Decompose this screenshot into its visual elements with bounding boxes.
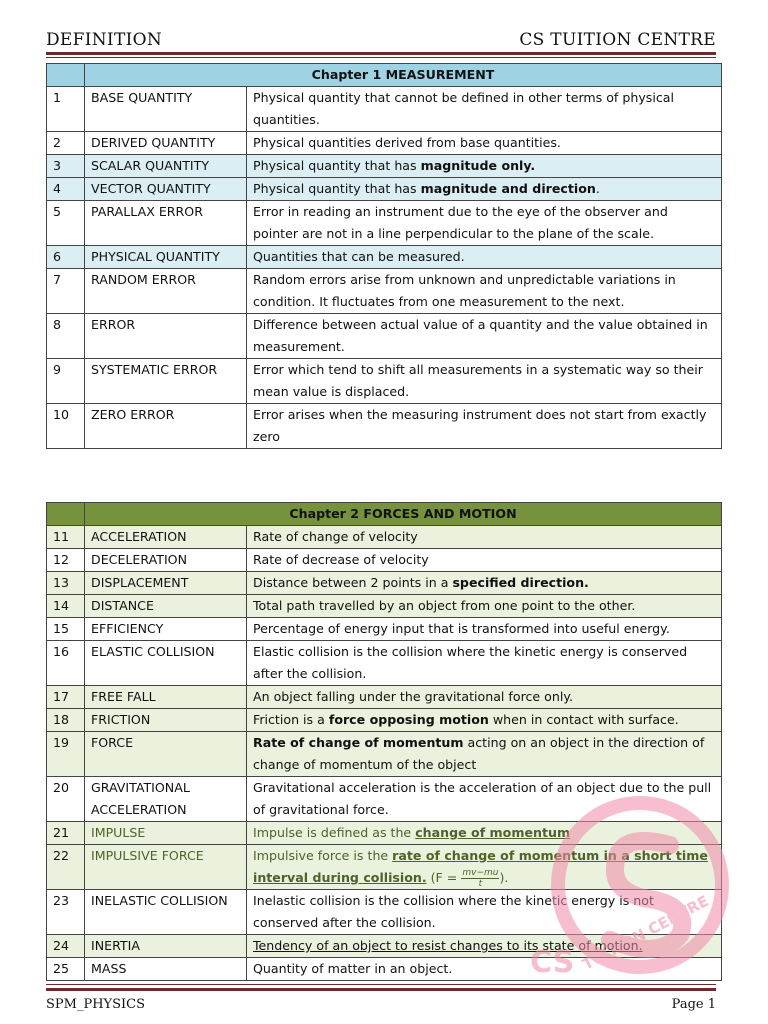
def-text: Distance between 2 points in a [253, 575, 453, 590]
row-term: FORCE [85, 732, 247, 777]
table-row [47, 404, 722, 449]
row-number: 6 [47, 246, 85, 269]
table-row [47, 958, 722, 981]
def-text: Physical quantity that has [253, 181, 421, 196]
row-definition: Physical quantities derived from base quantities. [247, 132, 722, 155]
chapter2-table [46, 502, 722, 981]
formula-text: (F = [426, 870, 462, 885]
row-definition: An object falling under the gravitational force only. [247, 686, 722, 709]
table-row [47, 890, 722, 935]
footer-subject: SPM_PHYSICS [46, 997, 146, 1012]
def-text: Friction is a [253, 712, 329, 727]
row-term: EFFICIENCY [85, 618, 247, 641]
header-rule-thin [46, 57, 716, 58]
row-term: FRICTION [85, 709, 247, 732]
row-definition: Inelastic collision is the collision where the kinetic energy is not conserved after the collision. [247, 890, 722, 935]
row-definition: Gravitational acceleration is the acceleration of an object due to the pull of gravitational force. [247, 777, 722, 822]
table-row [47, 618, 722, 641]
def-emphasis: magnitude and direction [420, 181, 596, 196]
row-number: 12 [47, 549, 85, 572]
row-number: 18 [47, 709, 85, 732]
table-row [47, 132, 722, 155]
table-row [47, 178, 722, 201]
row-definition: Tendency of an object to resist changes to its state of motion. [247, 935, 722, 958]
row-number: 10 [47, 404, 85, 449]
def-text: acting on an object in the direction of change of momentum of the object [253, 735, 705, 772]
watermark-caption: TUITION CENTRE [579, 891, 712, 974]
table-row [47, 686, 722, 709]
row-term: GRAVITATIONAL ACCELERATION [85, 777, 247, 822]
table-row [47, 359, 722, 404]
row-term: PHYSICAL QUANTITY [85, 246, 247, 269]
row-number: 3 [47, 155, 85, 178]
row-term: INERTIA [85, 935, 247, 958]
row-term: DISTANCE [85, 595, 247, 618]
row-term: ERROR [85, 314, 247, 359]
row-term: ACCELERATION [85, 526, 247, 549]
row-definition [247, 822, 722, 845]
row-number: 15 [47, 618, 85, 641]
table-row [47, 709, 722, 732]
row-number: 24 [47, 935, 85, 958]
row-definition [247, 178, 722, 201]
footer-rule [46, 988, 716, 991]
table-row [47, 777, 722, 822]
row-definition [247, 709, 722, 732]
row-number: 14 [47, 595, 85, 618]
table-row [47, 246, 722, 269]
row-number: 8 [47, 314, 85, 359]
row-number: 17 [47, 686, 85, 709]
table-row [47, 155, 722, 178]
formula-denominator: t [478, 879, 483, 889]
row-term: BASE QUANTITY [85, 87, 247, 132]
row-term: DECELERATION [85, 549, 247, 572]
row-term: MASS [85, 958, 247, 981]
formula-numerator: mv−mu [462, 868, 499, 878]
chapter1-table [46, 63, 722, 449]
page-footer [46, 992, 716, 1012]
header-title: DEFINITION [46, 30, 163, 50]
row-number: 16 [47, 641, 85, 686]
table-row [47, 549, 722, 572]
footer-rule-thin [46, 984, 716, 985]
row-number: 9 [47, 359, 85, 404]
row-number: 25 [47, 958, 85, 981]
table-row [47, 201, 722, 246]
table-row [47, 314, 722, 359]
def-text: Physical quantity that has [253, 158, 421, 173]
row-definition [247, 732, 722, 777]
row-number: 21 [47, 822, 85, 845]
row-definition: Rate of change of velocity [247, 526, 722, 549]
row-term: RANDOM ERROR [85, 269, 247, 314]
row-term: VECTOR QUANTITY [85, 178, 247, 201]
table-row [47, 732, 722, 777]
def-emphasis: change of momentum [415, 825, 571, 840]
row-term: IMPULSIVE FORCE [85, 845, 247, 890]
def-text: when in contact with surface. [488, 712, 679, 727]
row-term: FREE FALL [85, 686, 247, 709]
row-definition: Elastic collision is the collision where the kinetic energy is conserved after the collision. [247, 641, 722, 686]
table-row [47, 572, 722, 595]
chapter2-title: Chapter 2 FORCES AND MOTION [85, 503, 722, 526]
row-number: 1 [47, 87, 85, 132]
row-number: 20 [47, 777, 85, 822]
watermark-cs-text: CS [530, 945, 575, 980]
row-number: 22 [47, 845, 85, 890]
def-emphasis: Rate of change of momentum [253, 735, 464, 750]
table-row [47, 822, 722, 845]
row-definition: Percentage of energy input that is transformed into useful energy. [247, 618, 722, 641]
row-definition: Total path travelled by an object from one point to the other. [247, 595, 722, 618]
row-term: ZERO ERROR [85, 404, 247, 449]
table-row [47, 595, 722, 618]
row-term: PARALLAX ERROR [85, 201, 247, 246]
row-number: 4 [47, 178, 85, 201]
row-number: 11 [47, 526, 85, 549]
chapter1-title: Chapter 1 MEASUREMENT [85, 64, 722, 87]
row-term: SCALAR QUANTITY [85, 155, 247, 178]
row-number: 5 [47, 201, 85, 246]
header-rule [46, 52, 716, 55]
table-row [47, 935, 722, 958]
row-definition [247, 845, 722, 890]
row-term: DISPLACEMENT [85, 572, 247, 595]
row-term: IMPULSE [85, 822, 247, 845]
row-number: 13 [47, 572, 85, 595]
row-term: INELASTIC COLLISION [85, 890, 247, 935]
row-definition: Quantity of matter in an object. [247, 958, 722, 981]
formula-text: ). [499, 870, 509, 885]
row-number: 2 [47, 132, 85, 155]
def-emphasis: magnitude only. [420, 158, 536, 173]
row-definition: Error in reading an instrument due to the eye of the observer and pointer are not in a line perpendicular to the plane of the scale. [247, 201, 722, 246]
page-number: Page 1 [671, 997, 716, 1012]
table-row [47, 526, 722, 549]
table-row [47, 269, 722, 314]
row-definition [247, 155, 722, 178]
row-number: 23 [47, 890, 85, 935]
row-definition: Physical quantity that cannot be defined in other terms of physical quantities. [247, 87, 722, 132]
formula-fraction [461, 868, 499, 889]
row-term: ELASTIC COLLISION [85, 641, 247, 686]
row-definition: Rate of decrease of velocity [247, 549, 722, 572]
row-number: 19 [47, 732, 85, 777]
def-emphasis: force opposing motion [328, 712, 489, 727]
table-row [47, 845, 722, 890]
row-number: 7 [47, 269, 85, 314]
row-definition: Error arises when the measuring instrument does not start from exactly zero [247, 404, 722, 449]
table-row [47, 87, 722, 132]
row-definition: Random errors arise from unknown and unpredictable variations in condition. It fluctuates from one measurement to the next. [247, 269, 722, 314]
row-term: DERIVED QUANTITY [85, 132, 247, 155]
def-emphasis: specified direction. [452, 575, 589, 590]
row-definition: Difference between actual value of a quantity and the value obtained in measurement. [247, 314, 722, 359]
row-definition: Quantities that can be measured. [247, 246, 722, 269]
table-row [47, 641, 722, 686]
def-text: Impulse is defined as the [253, 825, 416, 840]
row-term: SYSTEMATIC ERROR [85, 359, 247, 404]
def-text: . [595, 181, 600, 196]
page-header [46, 26, 716, 50]
def-text: Impulsive force is the [253, 848, 393, 863]
row-definition [247, 572, 722, 595]
row-definition: Error which tend to shift all measurements in a systematic way so their mean value is displaced. [247, 359, 722, 404]
header-org: CS TUITION CENTRE [519, 30, 716, 50]
def-emphasis: rate of change of momentum in a short time interval during collision. [253, 848, 708, 885]
